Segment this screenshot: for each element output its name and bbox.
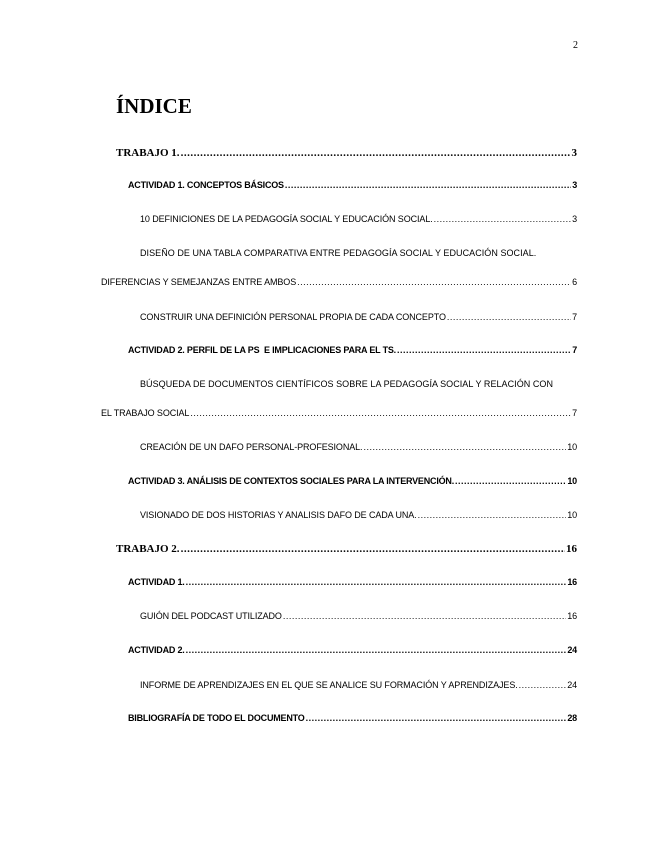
toc-entry-page: 16 — [567, 577, 577, 587]
toc-entry-t2-actividad-2[interactable] — [128, 645, 577, 655]
leader-dots — [455, 476, 566, 486]
toc-entry-visionado[interactable] — [140, 510, 577, 520]
toc-entry-page: 16 — [566, 543, 577, 555]
toc-entry-page: 3 — [572, 180, 577, 190]
toc-entry-busqueda-line1[interactable]: BÚSQUEDA DE DOCUMENTOS CIENTÍFICOS SOBRE LA PEDAGOGÍA SOCIAL Y RELACIÓN CON — [140, 379, 554, 389]
toc-entry-page: 7 — [572, 312, 577, 322]
toc-entry-busqueda[interactable] — [101, 408, 577, 418]
leader-dots — [397, 345, 571, 355]
toc-entry-page: 3 — [571, 147, 577, 159]
toc-entry-trabajo-2[interactable] — [116, 543, 577, 555]
leader-dots — [306, 713, 567, 723]
toc-entry-label: ACTIVIDAD 2. — [128, 645, 185, 655]
toc-entry-informe-aprendizajes[interactable] — [140, 680, 577, 690]
leader-dots — [190, 408, 571, 418]
toc-entry-page: 24 — [567, 645, 577, 655]
toc-entry-label: CREACIÓN DE UN DAFO PERSONAL-PROFESIONAL. — [140, 442, 363, 452]
toc-entry-definicion-personal[interactable] — [140, 312, 577, 322]
toc-entry-page: 10 — [567, 510, 577, 520]
leader-dots — [434, 214, 571, 224]
toc-entry-label: ACTIVIDAD 1. CONCEPTOS BÁSICOS — [128, 180, 284, 190]
leader-dots — [186, 577, 567, 587]
leader-dots — [285, 180, 571, 190]
toc-entry-t2-actividad-1[interactable] — [128, 577, 577, 587]
toc-entry-label: ACTIVIDAD 2. PERFIL DE LA PS E IMPLICACIONES PARA EL TS. — [128, 345, 396, 355]
leader-dots — [181, 543, 565, 555]
page-title: ÍNDICE — [116, 94, 192, 118]
toc-entry-trabajo-1[interactable] — [116, 147, 577, 159]
toc-entry-page: 10 — [567, 442, 577, 452]
leader-dots — [447, 312, 571, 322]
toc-entry-guion-podcast[interactable] — [140, 611, 577, 621]
toc-entry-tabla-comparativa[interactable] — [101, 277, 577, 287]
leader-dots — [363, 442, 566, 452]
toc-entry-label: CONSTRUIR UNA DEFINICIÓN PERSONAL PROPIA DE CADA CONCEPTO — [140, 312, 446, 322]
toc-entry-label: TRABAJO 2. — [116, 543, 180, 555]
toc-entry-dafo-personal[interactable] — [140, 442, 577, 452]
toc-entry-actividad-1[interactable] — [128, 180, 577, 190]
toc-entry-page: 28 — [567, 713, 577, 723]
leader-dots — [181, 147, 571, 159]
toc-entry-page: 24 — [567, 680, 577, 690]
toc-entry-page: 3 — [572, 214, 577, 224]
leader-dots — [283, 611, 566, 621]
toc-entry-page: 10 — [567, 476, 577, 486]
toc-entry-label: ACTIVIDAD 3. ANÁLISIS DE CONTEXTOS SOCIALES PARA LA INTERVENCIÓN. — [128, 476, 455, 486]
toc-entry-label: 10 DEFINICIONES DE LA PEDAGOGÍA SOCIAL Y EDUCACIÓN SOCIAL. — [140, 214, 433, 224]
leader-dots — [418, 510, 567, 520]
toc-entry-tabla-comparativa-line1[interactable]: DISEÑO DE UNA TABLA COMPARATIVA ENTRE PEDAGOGÍA SOCIAL Y EDUCACIÓN SOCIAL. — [140, 248, 537, 258]
toc-entry-page: 16 — [567, 611, 577, 621]
toc-entry-definiciones[interactable] — [140, 214, 577, 224]
toc-entry-label: VISIONADO DE DOS HISTORIAS Y ANALISIS DAFO DE CADA UNA. — [140, 510, 417, 520]
toc-entry-page: 7 — [572, 408, 577, 418]
leader-dots — [297, 277, 571, 287]
toc-entry-label: TRABAJO 1. — [116, 147, 180, 159]
toc-entry-label: BIBLIOGRAFÍA DE TODO EL DOCUMENTO — [128, 713, 305, 723]
leader-dots — [519, 680, 567, 690]
toc-entry-label: DIFERENCIAS Y SEMEJANZAS ENTRE AMBOS — [101, 277, 297, 287]
toc-entry-page: 7 — [572, 345, 577, 355]
toc-entry-bibliografia[interactable] — [128, 713, 577, 723]
toc-entry-label: INFORME DE APRENDIZAJES EN EL QUE SE ANALICE SU FORMACIÓN Y APRENDIZAJES. — [140, 680, 518, 690]
toc-entry-label: EL TRABAJO SOCIAL — [101, 408, 190, 418]
toc-entry-page: 6 — [572, 277, 577, 287]
toc-entry-actividad-3[interactable] — [128, 476, 577, 486]
toc-entry-label: GUIÓN DEL PODCAST UTILIZADO — [140, 611, 282, 621]
page-number: 2 — [573, 40, 578, 51]
leader-dots — [186, 645, 567, 655]
toc-entry-actividad-2[interactable] — [128, 345, 577, 355]
toc-entry-label: ACTIVIDAD 1. — [128, 577, 185, 587]
